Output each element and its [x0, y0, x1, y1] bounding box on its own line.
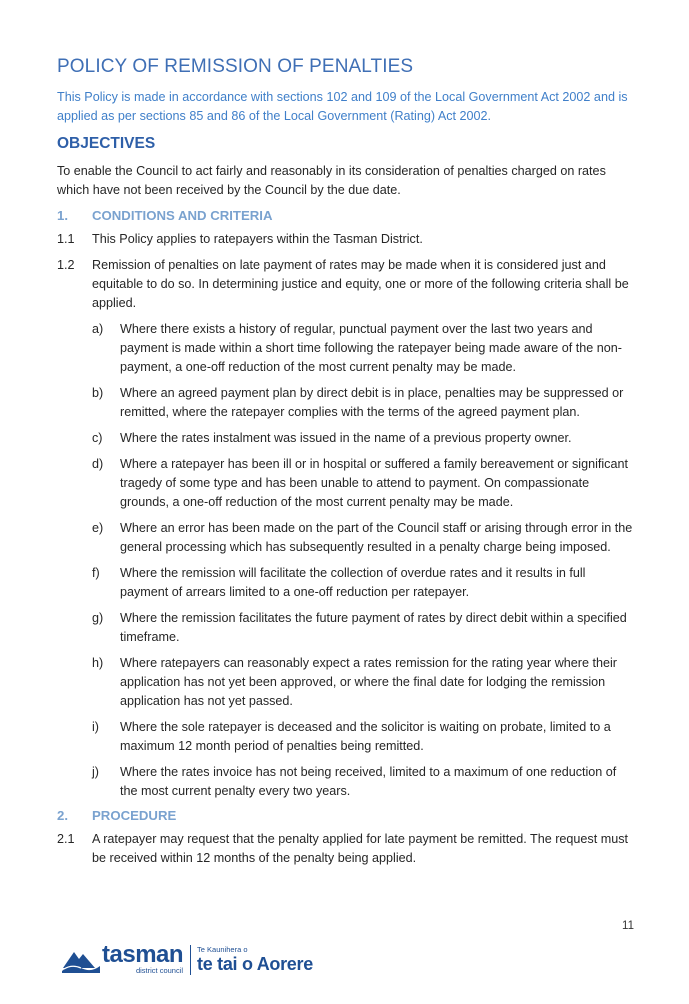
criteria-text: Where the remission will facilitate the collection of overdue rates and it results in full payment of arrears limited to a one-off reduction per ratepayer. — [120, 566, 586, 599]
criteria-label: d) — [92, 457, 104, 471]
criteria-label: i) — [92, 720, 99, 734]
criteria-item — [92, 429, 637, 448]
clause-1-2 — [57, 256, 637, 313]
logo-subtitle: district council — [135, 966, 184, 975]
logo-wordmark — [102, 941, 184, 975]
criteria-text: Where an agreed payment plan by direct debit is in place, penalties may be suppressed or remitted, where the ratepayer complies with the terms of the agreed payment plan. — [120, 386, 624, 419]
criteria-item — [92, 564, 637, 602]
criteria-item — [92, 384, 637, 422]
logo-maori — [197, 945, 313, 974]
criteria-item — [92, 763, 637, 801]
clause-number: 1.2 — [57, 258, 75, 272]
mountain-wave-icon — [62, 947, 100, 973]
clause-2-1 — [57, 830, 637, 868]
criteria-list — [92, 320, 637, 801]
criteria-label: c) — [92, 431, 103, 445]
objectives-heading: OBJECTIVES — [57, 135, 156, 152]
logo-divider — [190, 945, 191, 975]
logo-maori-big: te tai o Aorere — [197, 954, 313, 974]
criteria-text: Where the sole ratepayer is deceased and the solicitor is waiting on probate, limited to a maximum 12 month period of penalties being remitted. — [120, 720, 611, 753]
criteria-item — [92, 718, 637, 756]
criteria-label: j) — [92, 765, 99, 779]
criteria-text: Where the rates invoice has not being received, limited to a maximum of one reduction of the most current penalty every two years. — [120, 765, 617, 798]
criteria-text: Where the rates instalment was issued in the name of a previous property owner. — [120, 431, 572, 445]
document-page — [57, 56, 637, 875]
section-title: CONDITIONS AND CRITERIA — [92, 208, 273, 223]
clause-number: 2.1 — [57, 832, 75, 846]
criteria-item — [92, 519, 637, 557]
page-number: 11 — [622, 920, 634, 932]
section-title: PROCEDURE — [92, 808, 177, 823]
criteria-label: g) — [92, 611, 104, 625]
criteria-text: Where an error has been made on the part of the Council staff or arising through error in the general processing which has subsequently resulted in a penalty charge being imposed. — [120, 521, 633, 554]
criteria-label: a) — [92, 322, 104, 336]
clause-1-1 — [57, 230, 637, 249]
intro-paragraph: This Policy is made in accordance with sections 102 and 109 of the Local Government Act 2002 and is applied as per sections 85 and 86 of the Local Government (Rating) Act 2002. — [57, 90, 628, 123]
criteria-item — [92, 455, 637, 512]
criteria-item — [92, 609, 637, 647]
criteria-text: Where the remission facilitates the future payment of rates by direct debit within a specified timeframe. — [120, 611, 627, 644]
criteria-item — [92, 654, 637, 711]
logo-name: tasman — [102, 941, 184, 968]
section-1-heading — [57, 208, 637, 223]
criteria-item — [92, 320, 637, 377]
criteria-text: Where there exists a history of regular, punctual payment over the last two years and payment is made within a short time following the ratepayer being made aware of the non-payment, a one-off reduction of the most current penalty may be made. — [120, 322, 622, 374]
criteria-label: e) — [92, 521, 104, 535]
objectives-text: To enable the Council to act fairly and reasonably in its consideration of penalties charged on rates which have not been received by the Council by the due date. — [57, 164, 606, 197]
criteria-text: Where a ratepayer has been ill or in hospital or suffered a family bereavement or significant tragedy of some type and has been unable to attend to payment. On compassionate grounds, a one-off reduction of the most current penalty may be made. — [120, 457, 628, 509]
criteria-text: Where ratepayers can reasonably expect a rates remission for the rating year where their application has not yet been approved, or where the final date for lodging the remission application has not yet passed. — [120, 656, 617, 708]
section-number: 1. — [57, 208, 68, 223]
tasman-logo — [62, 941, 313, 975]
criteria-label: h) — [92, 656, 104, 670]
clause-text: This Policy applies to ratepayers within the Tasman District. — [92, 232, 423, 246]
section-number: 2. — [57, 808, 68, 823]
section-2-heading — [57, 808, 637, 823]
page-title: POLICY OF REMISSION OF PENALTIES — [57, 56, 414, 77]
criteria-label: b) — [92, 386, 104, 400]
logo-maori-small: Te Kaunihera o — [197, 945, 248, 954]
clause-text: Remission of penalties on late payment of rates may be made when it is considered just and equitable to do so. In determining justice and equity, one or more of the following criteria shall be applied. — [92, 258, 629, 310]
criteria-label: f) — [92, 566, 100, 580]
clause-number: 1.1 — [57, 232, 75, 246]
clause-text: A ratepayer may request that the penalty applied for late payment be remitted. The request must be received within 12 months of the penalty being applied. — [92, 832, 629, 865]
